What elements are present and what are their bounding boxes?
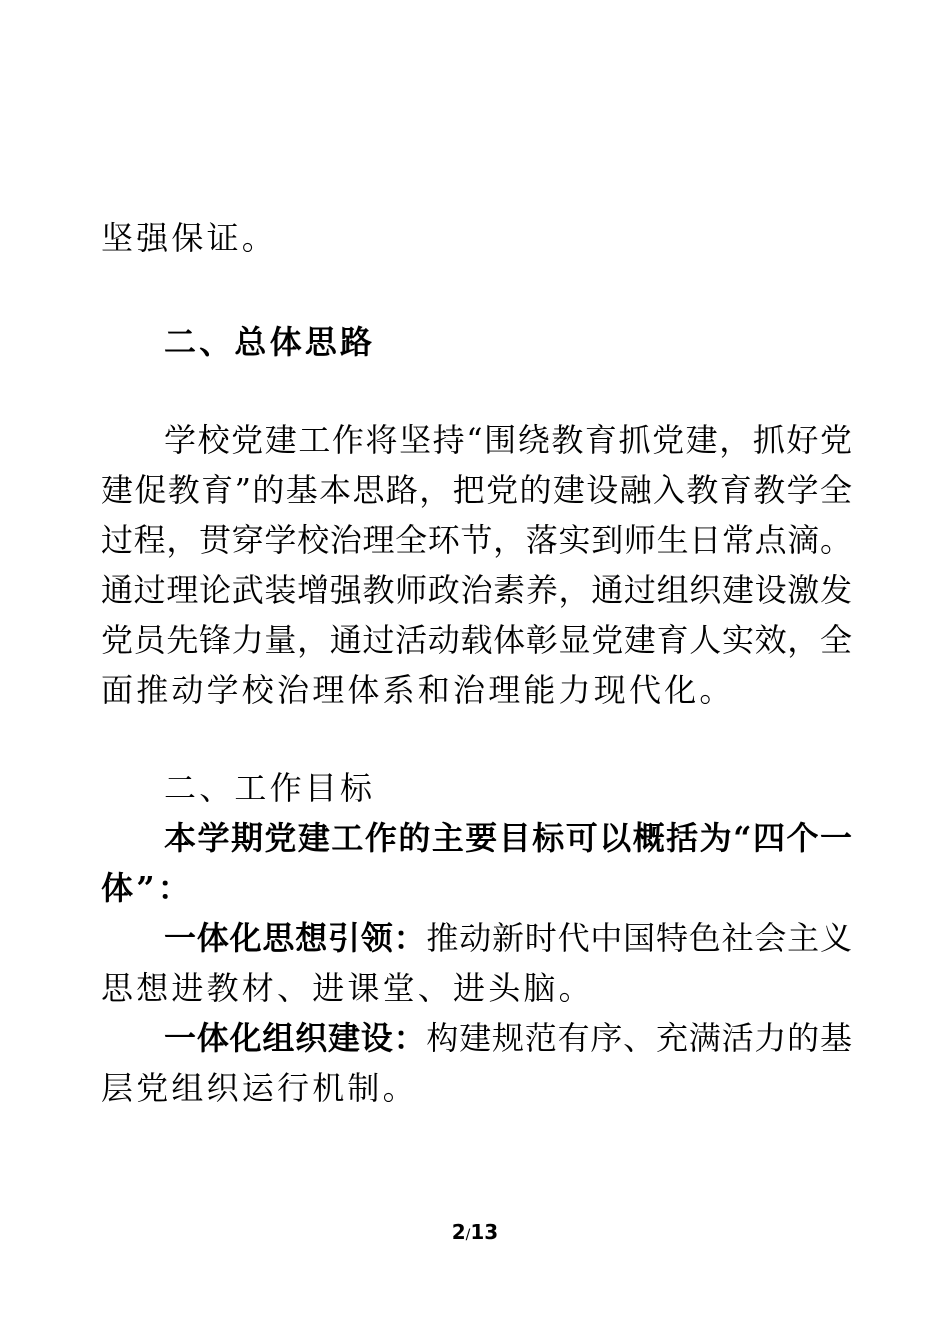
paragraph-line: 过程，贯穿学校治理全环节，落实到师生日常点滴。 bbox=[101, 521, 852, 559]
goals-intro-line: 本学期党建工作的主要目标可以概括为“四个一 bbox=[164, 819, 852, 857]
page-number bbox=[0, 1218, 950, 1249]
section-heading-overall-approach: 二、总体思路 bbox=[164, 323, 376, 361]
paragraph-line: 通过理论武装增强教师政治素养，通过组织建设激发 bbox=[101, 571, 852, 609]
goal-term: 一体化组织建设： bbox=[164, 1019, 427, 1057]
total-pages-number: 13 bbox=[470, 1220, 499, 1244]
paragraph-line: 党员先锋力量，通过活动载体彰显党建育人实效，全 bbox=[101, 621, 852, 659]
section-heading-work-goals: 二、工作目标 bbox=[164, 769, 376, 807]
goal-description: 推动新时代中国特色社会主义 bbox=[426, 919, 852, 957]
goals-intro-line: 体”： bbox=[101, 869, 194, 907]
page-separator: / bbox=[465, 1227, 471, 1243]
paragraph-line: 建促教育”的基本思路，把党的建设融入教育教学全 bbox=[101, 471, 852, 509]
paragraph-line: 学校党建工作将坚持“围绕教育抓党建，抓好党 bbox=[164, 421, 852, 459]
goal-item-ideological-guidance bbox=[164, 918, 852, 958]
goal-description: 构建规范有序、充满活力的基 bbox=[426, 1019, 852, 1057]
paragraph-line: 面推动学校治理体系和治理能力现代化。 bbox=[101, 671, 735, 709]
current-page-number: 2 bbox=[451, 1220, 466, 1244]
continuation-text: 坚强保证。 bbox=[101, 219, 278, 257]
goal-description-continued: 层党组织运行机制。 bbox=[101, 1069, 418, 1107]
goal-description-continued: 思想进教材、进课堂、进头脑。 bbox=[101, 969, 594, 1007]
goal-term: 一体化思想引领： bbox=[164, 919, 427, 957]
goal-item-organization-building bbox=[164, 1018, 852, 1058]
